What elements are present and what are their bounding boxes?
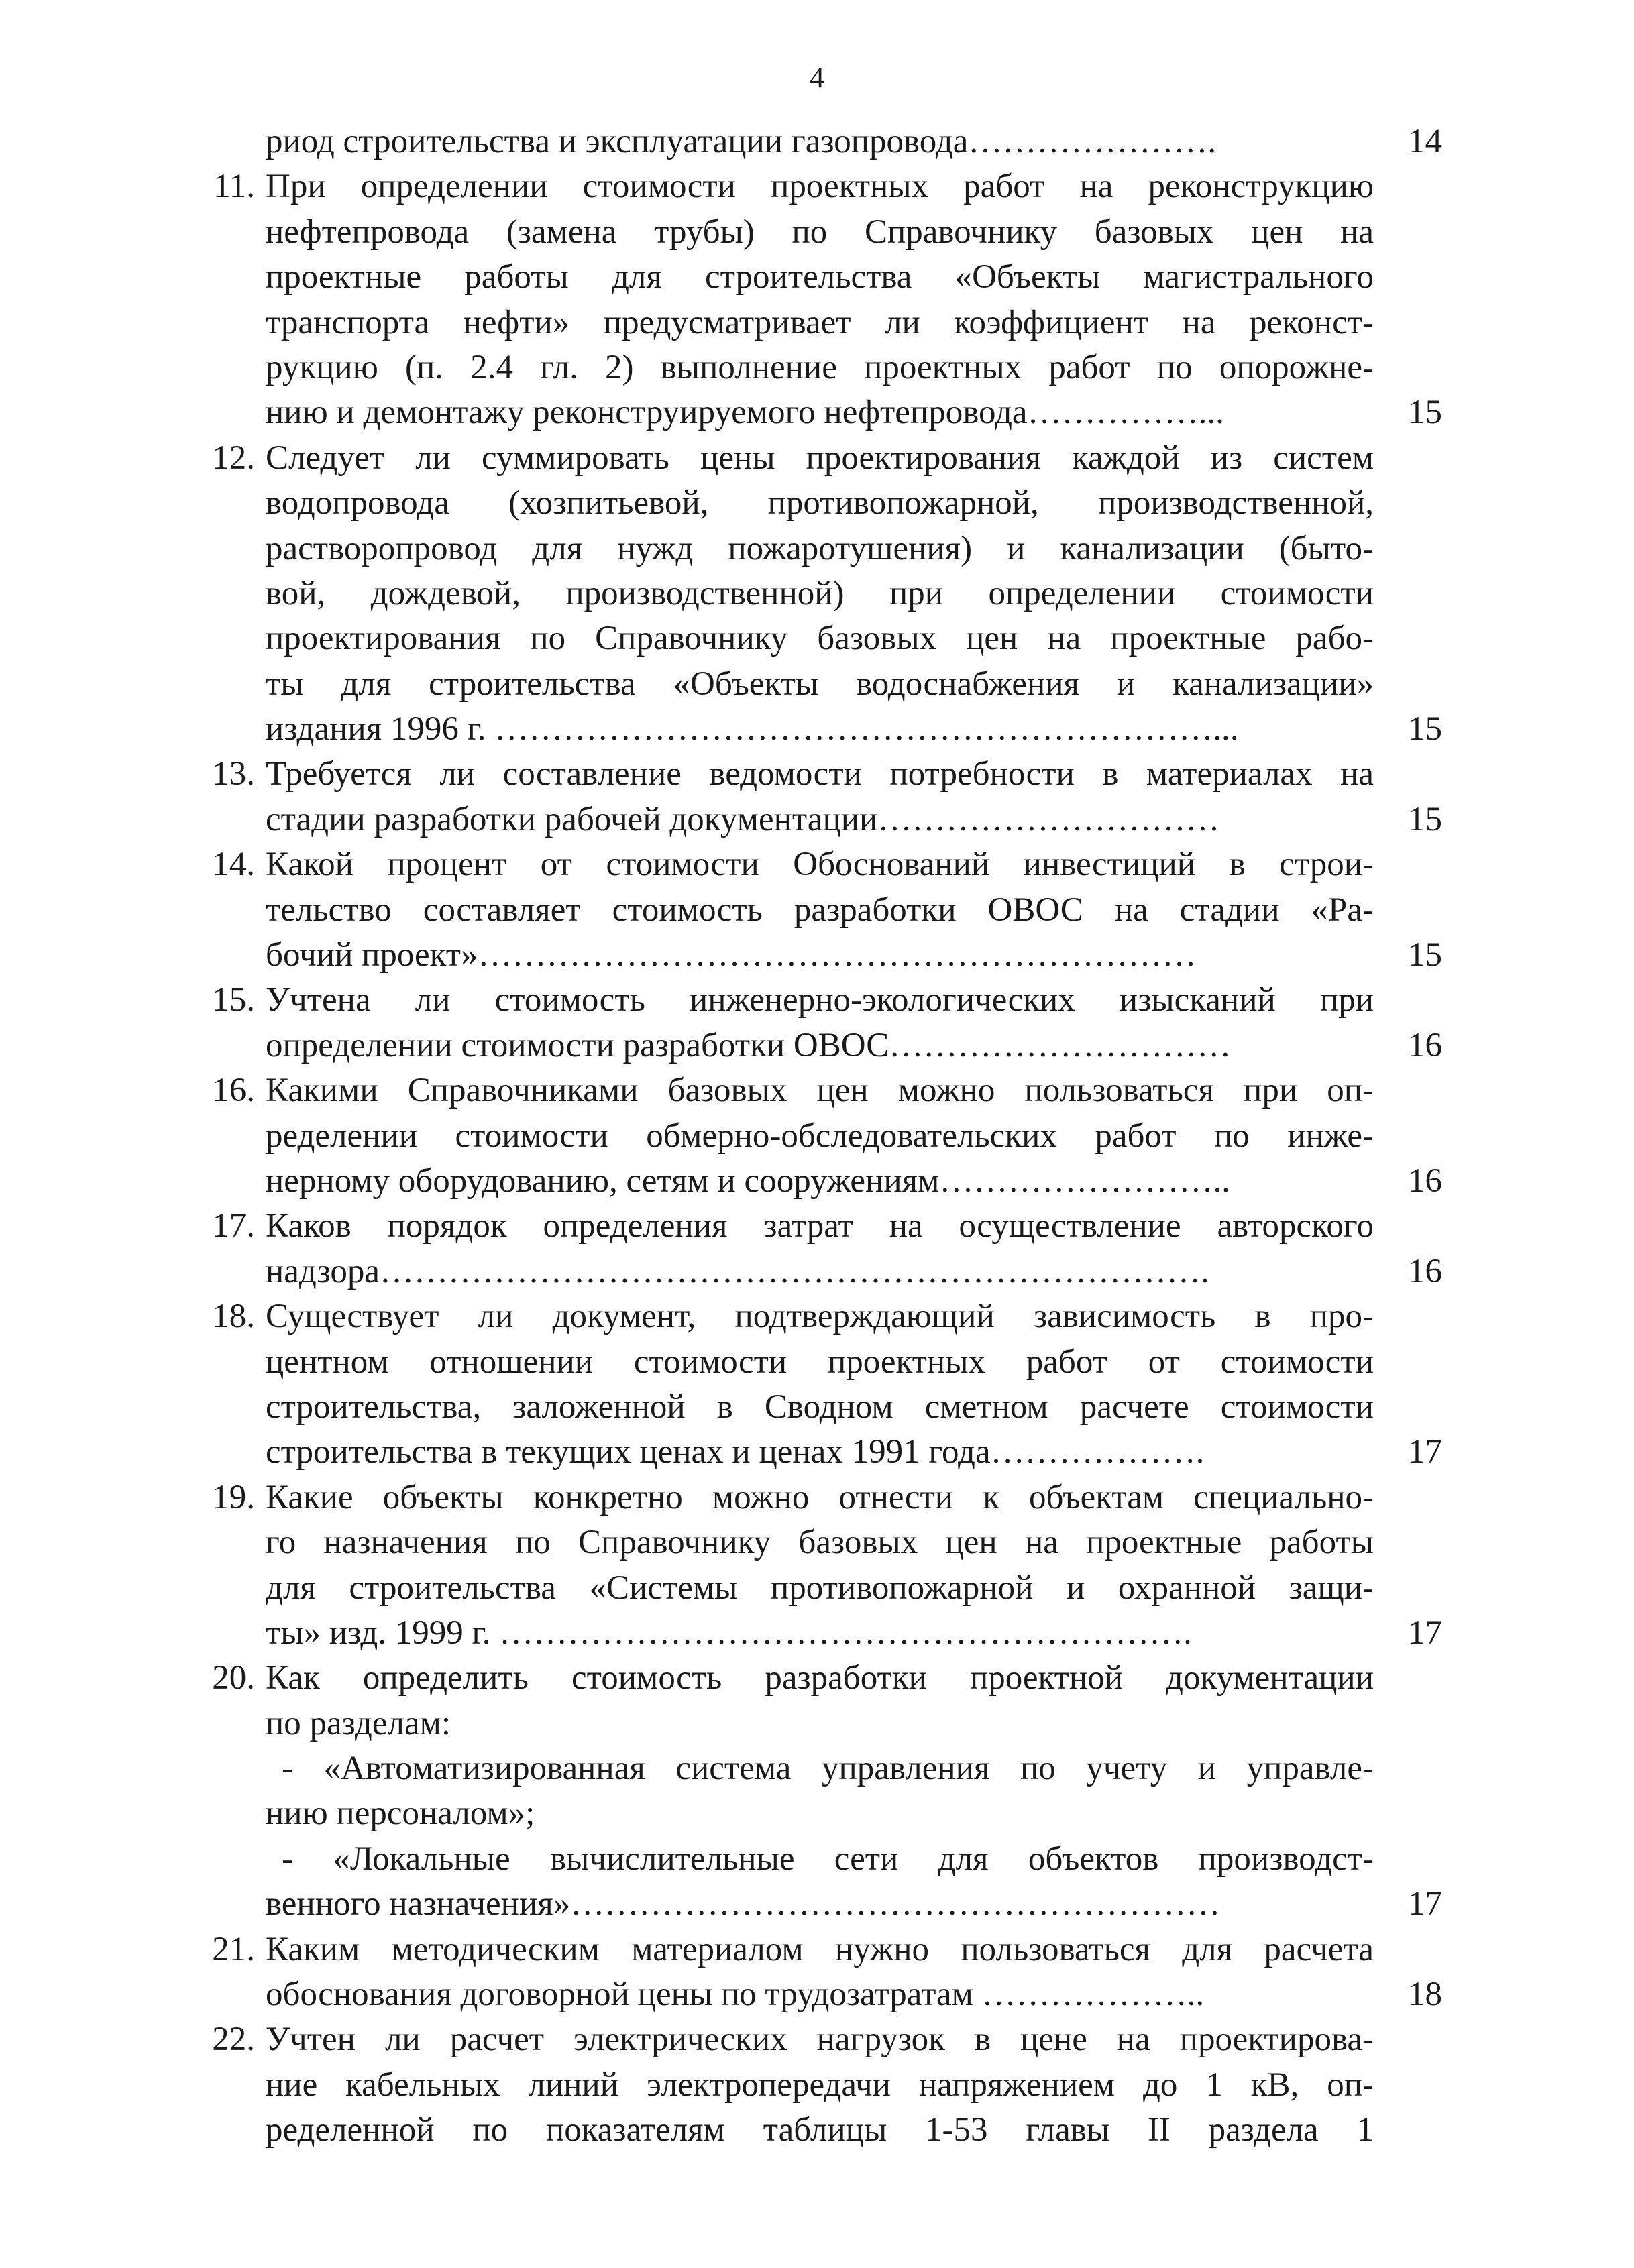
item-number: 21. [212,1930,255,1968]
item-text: строительства, заложенной в Сводном сметном расчете стоимости [266,1387,1374,1426]
toc-line [168,1520,1442,1565]
item-text: Какие объекты конкретно можно отнести к объектам специально- [266,1478,1374,1516]
item-text: вой, дождевой, производственной) при определении стоимости [266,574,1374,612]
item-text: Учтена ли стоимость инженерно-экологических изысканий при [266,981,1374,1019]
item-text: ние кабельных линий электропередачи напряжением до 1 кВ, оп- [266,2065,1374,2104]
page-reference: 15 [1408,800,1442,838]
page-reference: 17 [1408,1433,1442,1471]
item-text: нефтепровода (замена трубы) по Справочнику базовых цен на [266,213,1374,251]
item-text: бочий проект»……………………………………………………… [266,936,1197,974]
item-text: - «Локальные вычислительные сети для объектов производст- [282,1839,1374,1878]
toc-line [168,707,1442,752]
page-reference: 18 [1408,1976,1442,2014]
page-reference: 15 [1408,394,1442,432]
item-text: - «Автоматизированная система управления по учету и управле- [282,1750,1374,1788]
toc-line [168,1385,1442,1430]
item-text: издания 1996 г. ………………………………………………………... [266,710,1239,748]
toc-line [168,164,1442,209]
item-text: проектирования по Справочнику базовых цен на проектные рабо- [266,620,1374,658]
item-text: Существует ли документ, подтверждающий зависимость в про- [266,1298,1374,1336]
toc-line [168,978,1442,1023]
item-text: венного назначения»………………………………………………… [266,1885,1221,1923]
toc-line [168,1656,1442,1701]
item-number: 12. [212,439,255,477]
toc-line [168,526,1442,571]
toc-line [168,1294,1442,1339]
toc-line [168,1882,1442,1927]
toc-line [168,1023,1442,1068]
toc-line [168,662,1442,707]
item-text: стадии разработки рабочей документации………………………… [266,800,1220,838]
toc-line [168,1068,1442,1113]
item-text: нию персоналом»; [266,1795,535,1833]
item-text: водопровода (хозпитьевой, противопожарной, производственной, [266,484,1374,522]
item-text: растворопровод для нужд пожаротушения) и канализации (быто- [266,529,1374,567]
page-reference: 15 [1408,710,1442,748]
toc-line [168,797,1442,842]
toc-line [168,571,1442,616]
page-reference: 15 [1408,936,1442,974]
toc-line [168,1746,1442,1791]
page-reference: 16 [1408,1026,1442,1064]
item-number: 11. [213,168,255,206]
item-text: Требуется ли составление ведомости потребности в материалах на [266,755,1374,793]
item-text: Каков порядок определения затрат на осуществление авторского [266,1207,1374,1245]
toc-line [168,616,1442,661]
item-text: проектные работы для строительства «Объекты магистрального [266,258,1374,296]
page-reference: 14 [1408,123,1442,160]
item-text: Следует ли суммировать цены проектирования каждой из систем [266,439,1374,477]
page-reference: 17 [1408,1885,1442,1923]
toc-line [168,255,1442,300]
toc-line [168,481,1442,526]
toc-line [168,210,1442,255]
toc-line [168,1927,1442,1972]
toc-line [168,2063,1442,2108]
item-number: 17. [212,1207,255,1245]
item-number: 14. [212,846,255,884]
item-text: для строительства «Системы противопожарной и охранной защи- [266,1569,1374,1607]
page-reference: 17 [1408,1613,1442,1652]
toc-line [168,888,1442,933]
page-reference: 16 [1408,1161,1442,1200]
toc-line [168,1159,1442,1204]
item-text: Каким методическим материалом нужно пользоваться для расчета [266,1930,1374,1968]
toc-line [168,1114,1442,1159]
item-text: надзора………………………………………………………………. [266,1252,1209,1290]
toc-line [168,933,1442,978]
toc-line [168,1430,1442,1475]
toc-line [168,2108,1442,2153]
item-text: транспорта нефти» предусматривает ли коэффициент на реконст- [266,303,1374,341]
item-text: Какими Справочниками базовых цен можно пользоваться при оп- [266,1072,1374,1110]
item-text: ределении стоимости обмерно-обследовательских работ по инже- [266,1117,1374,1155]
toc-line [168,345,1442,390]
toc-line [168,390,1442,435]
item-text: риод строительства и эксплуатации газопровода…………………. [266,123,1217,160]
table-of-contents [168,119,1442,2153]
item-text: Как определить стоимость разработки проектной документации [266,1659,1374,1697]
item-number: 16. [212,1072,255,1110]
toc-line [168,1701,1442,1746]
toc-line [168,1475,1442,1520]
item-text: обоснования договорной цены по трудозатратам ……………….. [266,1976,1205,2014]
item-number: 19. [212,1478,255,1516]
toc-line [168,2017,1442,2062]
toc-line [168,842,1442,887]
toc-line [168,1249,1442,1294]
toc-line [168,300,1442,345]
toc-line [168,1837,1442,1882]
toc-line [168,1791,1442,1836]
page-number: 4 [810,61,824,94]
item-number: 13. [212,755,255,793]
page-reference: 16 [1408,1252,1442,1290]
item-text: центном отношении стоимости проектных работ от стоимости [266,1343,1374,1381]
item-text: ты для строительства «Объекты водоснабжения и канализации» [266,665,1374,703]
item-number: 18. [212,1298,255,1336]
toc-line [168,119,1442,164]
item-text: Учтен ли расчет электрических нагрузок в цене на проектирова- [266,2021,1374,2059]
item-text: ты» изд. 1999 г. ……………………………………………………. [266,1613,1192,1652]
toc-line [168,1972,1442,2017]
item-text: рукцию (п. 2.4 гл. 2) выполнение проектных работ по опорожне- [266,348,1374,386]
item-number: 22. [212,2021,255,2059]
item-text: нию и демонтажу реконструируемого нефтепровода……………... [266,394,1224,432]
item-text: При определении стоимости проектных работ на реконструкцию [266,168,1374,206]
item-text: нерному оборудованию, сетям и сооружениям…………………….. [266,1161,1230,1200]
toc-line [168,436,1442,481]
toc-line [168,752,1442,797]
item-number: 20. [212,1659,255,1697]
toc-line [168,1611,1442,1656]
toc-line [168,1340,1442,1385]
toc-line [168,1566,1442,1611]
item-text: Какой процент от стоимости Обоснований инвестиций в строи- [266,846,1374,884]
item-text: го назначения по Справочнику базовых цен на проектные работы [266,1524,1374,1562]
item-number: 15. [212,981,255,1019]
item-text: строительства в текущих ценах и ценах 1991 года………………. [266,1433,1205,1471]
item-text: тельство составляет стоимость разработки ОВОС на стадии «Ра- [266,891,1374,929]
item-text: ределенной по показателям таблицы 1-53 главы II раздела 1 [266,2111,1374,2149]
toc-line [168,1204,1442,1249]
item-text: по разделам: [266,1704,451,1742]
item-text: определении стоимости разработки ОВОС………………………… [266,1026,1232,1064]
